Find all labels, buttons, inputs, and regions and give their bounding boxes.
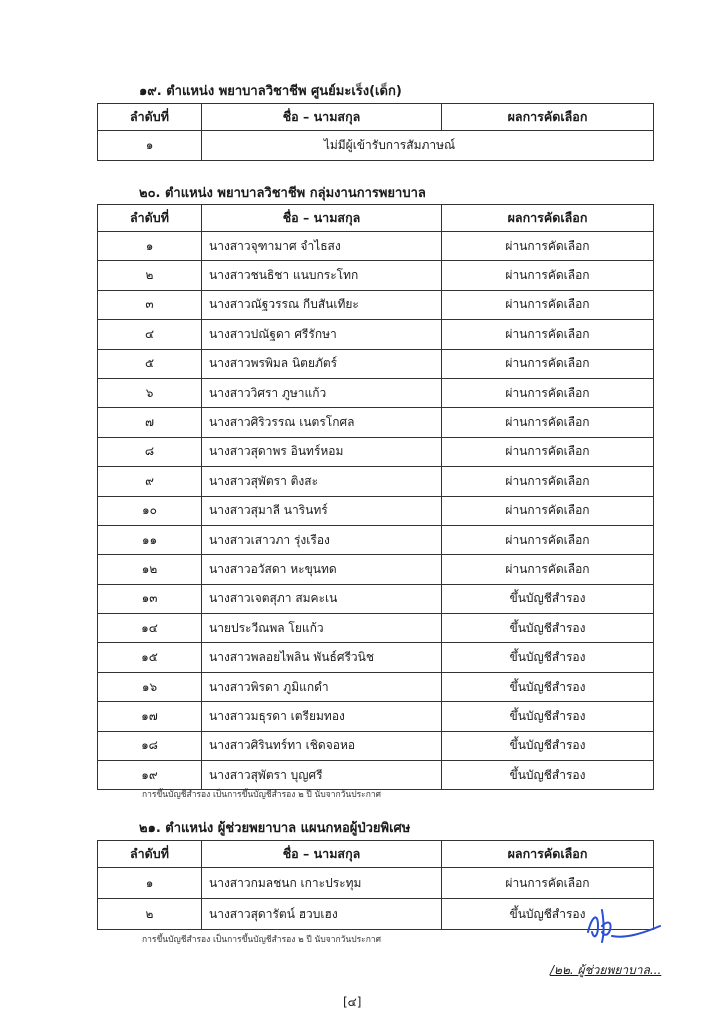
header-result: ผลการคัดเลือก	[442, 205, 654, 232]
row-order: ๑	[98, 868, 202, 899]
row-order: ๑	[98, 131, 202, 161]
row-name: นางสาวสุดาพร อินทร์หอม	[202, 437, 442, 466]
section-20-title: ๒๐. ตำแหน่ง พยาบาลวิชาชีพ กลุ่มงานการพยาบาล	[139, 186, 426, 201]
handwritten-signature	[582, 902, 662, 958]
row-order: ๑๖	[98, 672, 202, 701]
table-row	[98, 702, 654, 731]
table-row	[98, 349, 654, 378]
section-19-title: ๑๙. ตำแหน่ง พยาบาลวิชาชีพ ศูนย์มะเร็ง(เด็ก)	[139, 84, 402, 99]
table-row	[98, 467, 654, 496]
table-row	[98, 643, 654, 672]
row-order: ๑๒	[98, 555, 202, 584]
table-row	[98, 290, 654, 319]
next-page-reference: /๒๒. ผู้ช่วยพยาบาล...	[550, 963, 662, 977]
header-order: ลำดับที่	[98, 104, 202, 131]
table-header-row	[98, 205, 654, 232]
row-name: นางสาวชนธิชา แนบกระโทก	[202, 261, 442, 290]
row-name: นางสาวศิริวรรณ เนตรโกศล	[202, 408, 442, 437]
row-result: ขึ้นบัญชีสำรอง	[442, 672, 654, 701]
row-order: ๙	[98, 467, 202, 496]
section-21-title: ๒๑. ตำแหน่ง ผู้ช่วยพยาบาล แผนกหอผู้ป่วยพิเศษ	[139, 821, 411, 836]
table-row	[98, 899, 654, 930]
table-row	[98, 614, 654, 643]
row-order: ๑๔	[98, 614, 202, 643]
section-20-note: การขึ้นบัญชีสำรอง เป็นการขึ้นบัญชีสำรอง ๒ ปี นับจากวันประกาศ	[142, 790, 382, 800]
row-name: นางสาวอวัสดา หะขุนทด	[202, 555, 442, 584]
table-row	[98, 408, 654, 437]
row-result: ผ่านการคัดเลือก	[442, 320, 654, 349]
row-name: นางสาวสุพัตรา ติงสะ	[202, 467, 442, 496]
row-result: ผ่านการคัดเลือก	[442, 467, 654, 496]
header-name: ชื่อ – นามสกุล	[202, 104, 442, 131]
table-row	[98, 261, 654, 290]
table-row	[98, 131, 654, 161]
row-result: ผ่านการคัดเลือก	[442, 437, 654, 466]
header-order: ลำดับที่	[98, 841, 202, 868]
table-row	[98, 232, 654, 261]
row-name: นางสาวพิรดา ภูมิแกดำ	[202, 672, 442, 701]
row-result: ผ่านการคัดเลือก	[442, 378, 654, 407]
section-21-table	[97, 840, 654, 930]
table-row	[98, 320, 654, 349]
table-row	[98, 731, 654, 760]
row-order: ๑	[98, 232, 202, 261]
row-name: นางสาวเสาวภา รุ่งเรือง	[202, 525, 442, 554]
row-result: ผ่านการคัดเลือก	[442, 261, 654, 290]
row-order: ๗	[98, 408, 202, 437]
row-result: ขึ้นบัญชีสำรอง	[442, 761, 654, 790]
table-row	[98, 672, 654, 701]
table-header-row	[98, 104, 654, 131]
row-name: นางสาววิศรา ภูษาแก้ว	[202, 378, 442, 407]
row-order: ๒	[98, 261, 202, 290]
row-order: ๕	[98, 349, 202, 378]
row-name: นางสาวจุฑามาศ จำไธสง	[202, 232, 442, 261]
row-name: นางสาวณัฐวรรณ กีบสันเทียะ	[202, 290, 442, 319]
row-order: ๖	[98, 378, 202, 407]
row-result: ผ่านการคัดเลือก	[442, 408, 654, 437]
header-order: ลำดับที่	[98, 205, 202, 232]
section-20-table	[97, 204, 654, 790]
row-result: ขึ้นบัญชีสำรอง	[442, 731, 654, 760]
row-order: ๑๙	[98, 761, 202, 790]
row-result: ขึ้นบัญชีสำรอง	[442, 584, 654, 613]
table-row	[98, 555, 654, 584]
row-order: ๑๕	[98, 643, 202, 672]
table-row	[98, 761, 654, 790]
header-result: ผลการคัดเลือก	[442, 104, 654, 131]
row-order: ๒	[98, 899, 202, 930]
row-result: ขึ้นบัญชีสำรอง	[442, 614, 654, 643]
row-result: ขึ้นบัญชีสำรอง	[442, 899, 654, 930]
row-result: ไม่มีผู้เข้ารับการสัมภาษณ์	[202, 131, 654, 161]
row-result: ผ่านการคัดเลือก	[442, 555, 654, 584]
row-order: ๔	[98, 320, 202, 349]
header-name: ชื่อ – นามสกุล	[202, 205, 442, 232]
table-row	[98, 378, 654, 407]
table-header-row	[98, 841, 654, 868]
header-result: ผลการคัดเลือก	[442, 841, 654, 868]
header-name: ชื่อ – นามสกุล	[202, 841, 442, 868]
table-row	[98, 584, 654, 613]
section-19-table	[97, 103, 654, 161]
row-name: นางสาวสุพัตรา บุญศรี	[202, 761, 442, 790]
row-name: นางสาวกมลชนก เกาะประทุม	[202, 868, 442, 899]
row-name: นางสาวพรพิมล นิตยภัตร์	[202, 349, 442, 378]
row-result: ผ่านการคัดเลือก	[442, 525, 654, 554]
row-order: ๑๓	[98, 584, 202, 613]
row-name: นางสาวเจตสุภา สมคะเน	[202, 584, 442, 613]
row-result: ผ่านการคัดเลือก	[442, 349, 654, 378]
row-name: นางสาวสุมาลี นารินทร์	[202, 496, 442, 525]
row-result: ผ่านการคัดเลือก	[442, 232, 654, 261]
row-order: ๑๐	[98, 496, 202, 525]
row-order: ๓	[98, 290, 202, 319]
row-result: ขึ้นบัญชีสำรอง	[442, 643, 654, 672]
table-row	[98, 525, 654, 554]
row-order: ๑๑	[98, 525, 202, 554]
row-result: ผ่านการคัดเลือก	[442, 290, 654, 319]
row-result: ผ่านการคัดเลือก	[442, 496, 654, 525]
row-name: นางสาวสุดารัตน์ ฮวบเฮง	[202, 899, 442, 930]
row-order: ๑๘	[98, 731, 202, 760]
row-name: นางสาวศิรินทร์ทา เชิดจอหอ	[202, 731, 442, 760]
row-name: นางสาวพลอยไพลิน พันธ์ศรีวนิช	[202, 643, 442, 672]
section-21-note: การขึ้นบัญชีสำรอง เป็นการขึ้นบัญชีสำรอง ๒ ปี นับจากวันประกาศ	[142, 935, 382, 945]
table-row	[98, 437, 654, 466]
row-name: นางสาวปณัฐดา ศรีรักษา	[202, 320, 442, 349]
row-result: ผ่านการคัดเลือก	[442, 868, 654, 899]
signature-stroke	[588, 910, 660, 942]
row-order: ๑๗	[98, 702, 202, 731]
table-row	[98, 868, 654, 899]
row-name: นางสาวมธุรดา เตรียมทอง	[202, 702, 442, 731]
row-order: ๘	[98, 437, 202, 466]
row-result: ขึ้นบัญชีสำรอง	[442, 702, 654, 731]
page-number: [๔]	[343, 995, 362, 1009]
row-name: นายประวีณพล โยแก้ว	[202, 614, 442, 643]
table-row	[98, 496, 654, 525]
